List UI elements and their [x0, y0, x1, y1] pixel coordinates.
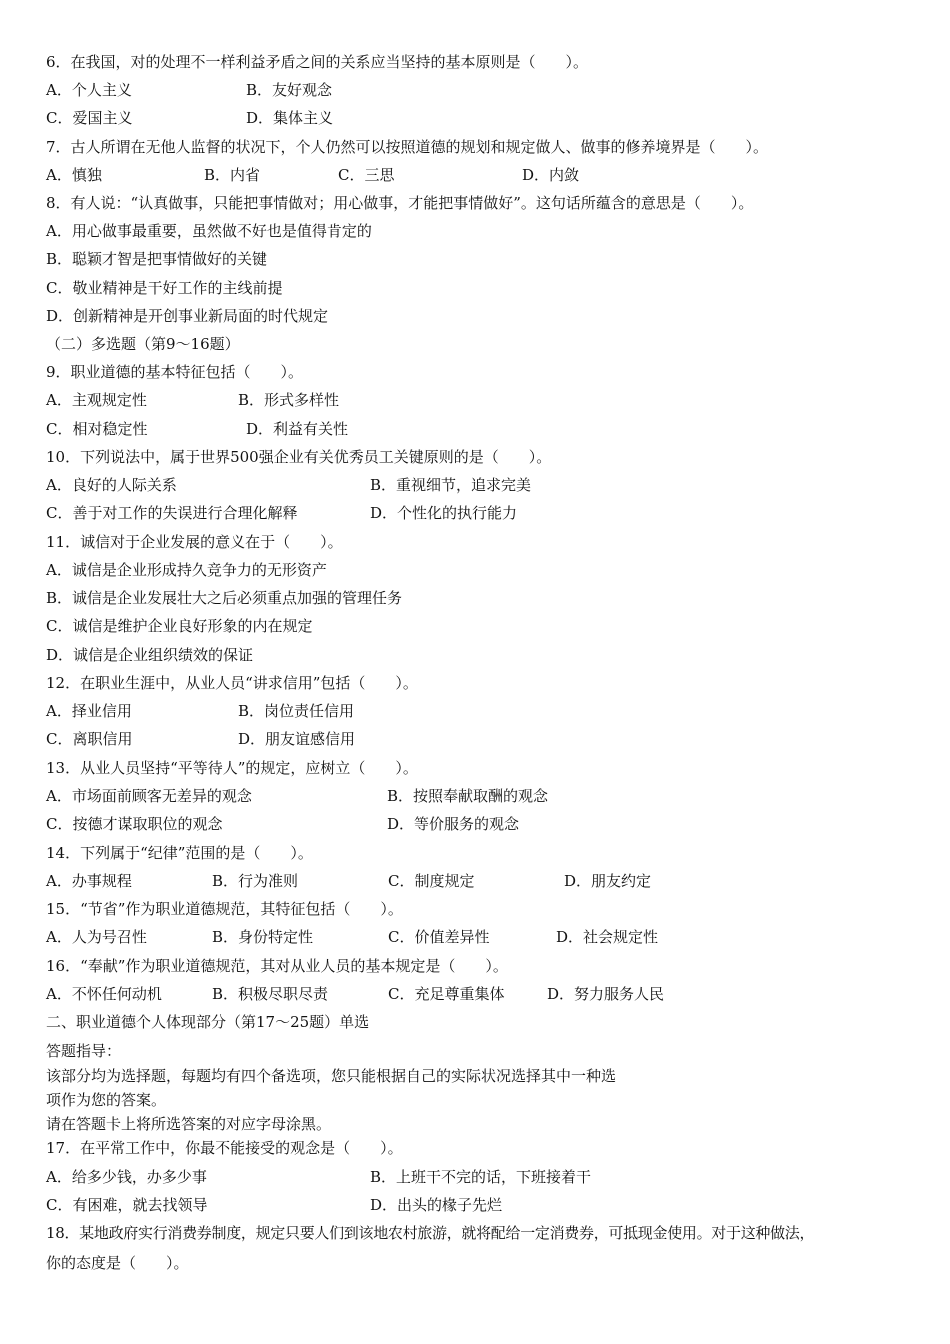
instructions-line-3: 请在答题卡上将所选答案的对应字母涂黑。: [46, 1115, 332, 1133]
instructions-line-1: 该部分均为选择题，每题均有四个备选项，您只能根据自己的实际状况选择其中一种选: [46, 1067, 617, 1085]
option-c: C．按德才谋取职位的观念: [46, 815, 223, 833]
question-12-stem: 12．在职业生涯中，从业人员“讲求信用”包括（ ）。: [46, 674, 418, 692]
question-16-stem: 16．“奉献”作为职业道德规范，其对从业人员的基本规定是（ ）。: [46, 957, 508, 975]
option-b: B．上班干不完的话，下班接着干: [370, 1168, 592, 1186]
question-14-stem: 14．下列属于“纪律”范围的是（ ）。: [46, 844, 313, 862]
option-a: A．个人主义: [46, 81, 132, 99]
option-c: C．充足尊重集体: [388, 985, 505, 1003]
question-10-stem: 10．下列说法中，属于世界500强企业有关优秀员工关键原则的是（ ）。: [46, 448, 552, 466]
question-8-option-c: C．敬业精神是干好工作的主线前提: [46, 279, 283, 297]
option-c: C．有困难，就去找领导: [46, 1196, 208, 1214]
option-d: D．社会规定性: [556, 928, 659, 946]
question-11-option-a: A．诚信是企业形成持久竞争力的无形资产: [46, 561, 327, 579]
option-a: A．慎独: [46, 166, 102, 184]
option-a: A．不怀任何动机: [46, 985, 162, 1003]
option-b: B．形式多样性: [238, 391, 340, 409]
option-c: C．爱国主义: [46, 109, 133, 127]
question-11-option-d: D．诚信是企业组织绩效的保证: [46, 646, 254, 664]
question-8-option-a: A．用心做事最重要，虽然做不好也是值得肯定的: [46, 222, 372, 240]
option-b: B．按照奉献取酬的观念: [387, 787, 549, 805]
question-9-stem: 9．职业道德的基本特征包括（ ）。: [46, 363, 304, 381]
question-6-stem: 6．在我国，对的处理不一样利益矛盾之间的关系应当坚持的基本原则是（ ）。: [46, 53, 589, 71]
option-c: C．价值差异性: [388, 928, 490, 946]
question-15-stem: 15．“节省”作为职业道德规范，其特征包括（ ）。: [46, 900, 403, 918]
option-d: D．朋友谊感信用: [238, 730, 356, 748]
option-d: D．个性化的执行能力: [370, 504, 518, 522]
option-c: C．制度规定: [388, 872, 475, 890]
option-c: C．相对稳定性: [46, 420, 148, 438]
question-11-stem: 11．诚信对于企业发展的意义在于（ ）。: [46, 533, 343, 551]
option-d: D．朋友约定: [564, 872, 652, 890]
option-b: B．友好观念: [246, 81, 333, 99]
section-multiple-choice-heading: （二）多选题（第9～16题）: [46, 335, 240, 353]
question-7-stem: 7．古人所谓在无他人监督的状况下，个人仍然可以按照道德的规划和规定做人、做事的修养境界是（ ）。: [46, 138, 769, 156]
option-d: D．出头的椽子先烂: [370, 1196, 503, 1214]
question-8-option-b: B．聪颖才智是把事情做好的关键: [46, 250, 268, 268]
option-d: D．内敛: [522, 166, 580, 184]
option-c: C．三思: [338, 166, 395, 184]
option-a: A．择业信用: [46, 702, 132, 720]
question-8-option-d: D．创新精神是开创事业新局面的时代规定: [46, 307, 329, 325]
question-11-option-b: B．诚信是企业发展壮大之后必须重点加强的管理任务: [46, 589, 403, 607]
option-c: C．离职信用: [46, 730, 133, 748]
question-8-stem: 8．有人说：“认真做事，只能把事情做对；用心做事，才能把事情做好”。这句话所蕴含的意思是（ ）。: [46, 194, 754, 212]
option-a: A．给多少钱，办多少事: [46, 1168, 207, 1186]
option-b: B．身份特定性: [212, 928, 314, 946]
question-13-stem: 13．从业人员坚持“平等待人”的规定，应树立（ ）。: [46, 759, 418, 777]
option-a: A．良好的人际关系: [46, 476, 177, 494]
option-c: C．善于对工作的失误进行合理化解释: [46, 504, 298, 522]
question-17-stem: 17．在平常工作中，你最不能接受的观念是（ ）。: [46, 1139, 403, 1157]
question-18-stem: 18．某地政府实行消费券制度，规定只要人们到该地农村旅游，就将配给一定消费券，可抵现金使用。对于这种做法，: [46, 1224, 815, 1242]
option-b: B．积极尽职尽责: [212, 985, 329, 1003]
option-b: B．重视细节，追求完美: [370, 476, 532, 494]
option-d: D．努力服务人民: [547, 985, 665, 1003]
option-b: B．行为准则: [212, 872, 299, 890]
option-a: A．办事规程: [46, 872, 132, 890]
section-personal-heading: 二、职业道德个人体现部分（第17～25题）单选: [46, 1013, 370, 1031]
option-a: A．主观规定性: [46, 391, 147, 409]
option-b: B．岗位责任信用: [238, 702, 355, 720]
option-b: B．内省: [204, 166, 261, 184]
option-d: D．集体主义: [246, 109, 334, 127]
option-d: D．等价服务的观念: [387, 815, 520, 833]
question-18-stem-continued: 你的态度是（ ）。: [46, 1254, 189, 1272]
option-a: A．人为号召性: [46, 928, 147, 946]
option-d: D．利益有关性: [246, 420, 349, 438]
instructions-line-2: 项作为您的答案。: [46, 1091, 167, 1109]
question-11-option-c: C．诚信是维护企业良好形象的内在规定: [46, 617, 313, 635]
instructions-heading: 答题指导：: [46, 1042, 122, 1060]
option-a: A．市场面前顾客无差异的观念: [46, 787, 252, 805]
